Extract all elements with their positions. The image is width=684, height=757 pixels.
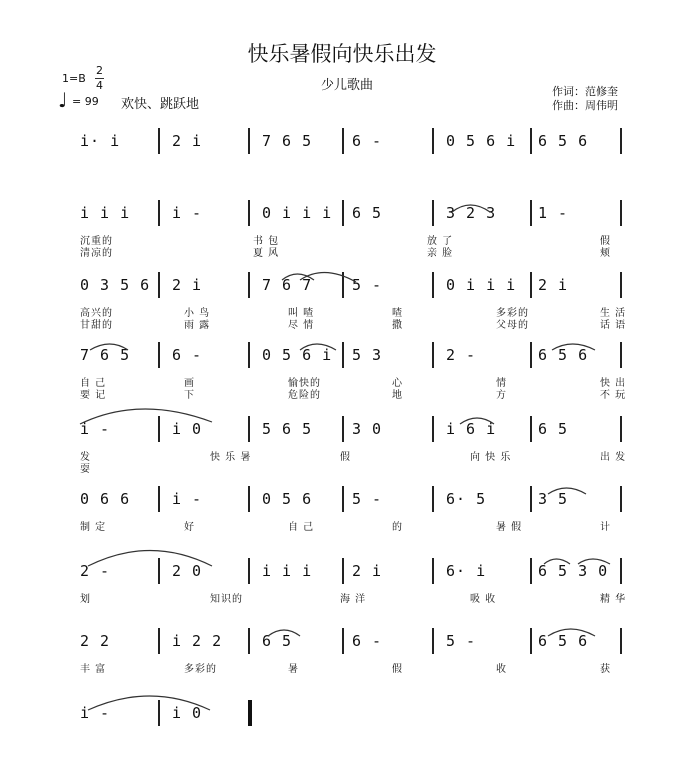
lyric-line-1: 制 定 <box>80 522 107 533</box>
measure-notes: 3 0 <box>352 420 383 438</box>
measure-notes: i 0 <box>172 420 203 438</box>
slur <box>88 551 212 567</box>
measure-notes: i - <box>172 204 203 222</box>
tempo-expression: 欢快、跳跃地 <box>121 97 200 112</box>
measure-notes: i - <box>80 704 111 722</box>
lyric-line-1: 心 <box>392 378 403 389</box>
lyric-line-2: 撒 <box>392 320 403 331</box>
lyric-line-1: 喳 <box>392 308 403 319</box>
measure-notes: 5 - <box>352 276 383 294</box>
lyric-line-1: 计 <box>600 522 611 533</box>
song-subtitle: 少儿歌曲 <box>320 78 373 93</box>
measure-notes: 0 i i i <box>446 276 517 294</box>
measure-notes: 6 5 6 <box>538 346 589 364</box>
lyric-line-2: 耍 <box>80 464 91 475</box>
measure-notes: 0 3 5 6 <box>80 276 151 294</box>
lyric-line-1: 知识的 <box>210 594 243 605</box>
slur <box>90 344 128 350</box>
lyric-line-1: 快 出 <box>600 378 627 389</box>
measure-notes: 0 5 6 i <box>262 346 333 364</box>
lyric-line-1: 叫 喳 <box>288 308 315 319</box>
lyric-line-2: 要 记 <box>80 390 107 401</box>
slur <box>80 409 212 424</box>
measure-notes: 5 3 <box>352 346 383 364</box>
lyric-line-1: 放 了 <box>427 236 454 247</box>
lyric-line-1: 假 <box>340 452 351 463</box>
slur <box>88 696 210 710</box>
lyric-line-1: 高兴的 <box>80 308 113 319</box>
measure-notes: i 6 i <box>446 420 497 438</box>
measure-notes: 3 5 <box>538 490 569 508</box>
measure-notes: 6 5 3 0 <box>538 562 609 580</box>
slur <box>578 559 610 564</box>
measure-notes: 2 i <box>538 276 569 294</box>
measure-notes: 2 - <box>80 562 111 580</box>
measure-notes: 2 i <box>352 562 383 580</box>
lyric-line-1: 暑 <box>288 664 299 675</box>
slur <box>544 559 570 564</box>
measure-notes: 6 5 <box>538 420 569 438</box>
lyric-line-1: 的 <box>392 522 403 533</box>
lyric-line-2: 甘甜的 <box>80 320 113 331</box>
measure-notes: 5 - <box>352 490 383 508</box>
slur <box>268 630 300 636</box>
song-title: 快乐暑假向快乐出发 <box>247 42 437 66</box>
lyric-line-1: 愉快的 <box>288 378 321 389</box>
lyric-line-1: 生 活 <box>600 308 627 319</box>
lyric-line-2: 亲 脸 <box>427 248 454 259</box>
measure-notes: i 2 2 <box>172 632 223 650</box>
measure-notes: 2 2 <box>80 632 111 650</box>
lyric-line-2: 雨 露 <box>184 320 211 331</box>
measure-notes: i - <box>80 420 111 438</box>
lyric-line-2: 夏 风 <box>253 248 280 259</box>
measure-notes: 6 5 6 <box>538 632 589 650</box>
lyric-line-1: 海 洋 <box>340 594 367 605</box>
measure-notes: 0 5 6 <box>262 490 313 508</box>
measure-notes: 1 - <box>538 204 569 222</box>
measure-notes: 2 i <box>172 276 203 294</box>
measure-notes: i· i <box>80 132 121 150</box>
lyric-line-1: 暑 假 <box>496 522 523 533</box>
measure-notes: 0 5 6 i <box>446 132 517 150</box>
lyric-line-2: 方 <box>496 390 507 401</box>
measure-notes: 3 2 3 <box>446 204 497 222</box>
slur <box>548 629 595 636</box>
lyric-line-1: 自 己 <box>80 378 107 389</box>
measure-notes: 7 6 5 <box>262 132 313 150</box>
lyric-line-1: 情 <box>496 378 507 389</box>
lyric-line-1: 好 <box>184 522 195 533</box>
lyric-line-1: 多彩的 <box>184 664 217 675</box>
quarter-note-icon: ♩ <box>58 88 68 112</box>
lyric-line-1: 假 <box>392 664 403 675</box>
measure-notes: 6· i <box>446 562 487 580</box>
lyric-line-2: 话 语 <box>600 320 627 331</box>
measure-notes: 6 5 6 <box>538 132 589 150</box>
measure-notes: 0 6 6 <box>80 490 131 508</box>
measure-notes: i - <box>172 490 203 508</box>
measure-notes: 2 - <box>446 346 477 364</box>
lyric-line-2: 不 玩 <box>600 390 627 401</box>
slur <box>548 488 586 494</box>
lyric-line-1: 精 华 <box>600 594 627 605</box>
measure-notes: 6· 5 <box>446 490 487 508</box>
composer-credit: 作曲：周伟明 <box>552 99 618 112</box>
measure-notes: i i i <box>262 562 313 580</box>
measure-notes: i i i <box>80 204 131 222</box>
lyric-line-1: 自 己 <box>288 522 315 533</box>
measure-notes: 6 5 <box>352 204 383 222</box>
measure-notes: i 0 <box>172 704 203 722</box>
lyric-line-1: 出 发 <box>600 452 627 463</box>
measure-notes: 7 6 5 <box>80 346 131 364</box>
lyric-line-1: 书 包 <box>253 236 280 247</box>
lyric-line-1: 收 <box>496 664 507 675</box>
lyric-line-1: 向 快 乐 <box>470 452 512 463</box>
slur <box>452 205 490 212</box>
slur <box>460 418 494 424</box>
lyric-line-2: 尽 情 <box>288 320 315 331</box>
lyric-line-2: 颊 <box>600 248 611 259</box>
slur <box>552 344 595 350</box>
time-signature-top: 2 <box>96 64 103 77</box>
lyric-line-2: 危险的 <box>288 390 321 401</box>
measure-notes: 6 - <box>352 132 383 150</box>
lyricist-credit: 作词：范修奎 <box>552 85 618 98</box>
lyric-line-2: 地 <box>392 390 403 401</box>
measure-notes: 6 - <box>172 346 203 364</box>
lyric-line-1: 吸 收 <box>470 594 497 605</box>
lyric-line-1: 小 鸟 <box>184 308 211 319</box>
measure-notes: 2 i <box>172 132 203 150</box>
lyric-line-2: 清凉的 <box>80 248 113 259</box>
lyric-line-1: 获 <box>600 664 611 675</box>
tempo-value: = 99 <box>72 95 99 108</box>
lyric-line-1: 发 <box>80 452 91 463</box>
lyric-line-1: 划 <box>80 594 91 605</box>
lyric-line-1: 丰 富 <box>80 664 107 675</box>
lyric-line-1: 假 <box>600 236 611 247</box>
measure-notes: 6 - <box>352 632 383 650</box>
time-signature-bottom: 4 <box>96 79 103 92</box>
lyric-line-1: 多彩的 <box>496 308 529 319</box>
slur <box>300 344 336 350</box>
key-signature: 1=B <box>62 72 86 85</box>
measure-notes: 7 6 7 <box>262 276 313 294</box>
lyric-line-1: 画 <box>184 378 195 389</box>
measure-notes: 0 i i i <box>262 204 333 222</box>
lyric-line-1: 沉重的 <box>80 236 113 247</box>
lyric-line-2: 父母的 <box>496 320 529 331</box>
measure-notes: 2 0 <box>172 562 203 580</box>
measure-notes: 6 5 <box>262 632 293 650</box>
lyric-line-2: 下 <box>184 390 195 401</box>
lyric-line-1: 快 乐 暑 <box>210 452 252 463</box>
measure-notes: 5 - <box>446 632 477 650</box>
measure-notes: 5 6 5 <box>262 420 313 438</box>
